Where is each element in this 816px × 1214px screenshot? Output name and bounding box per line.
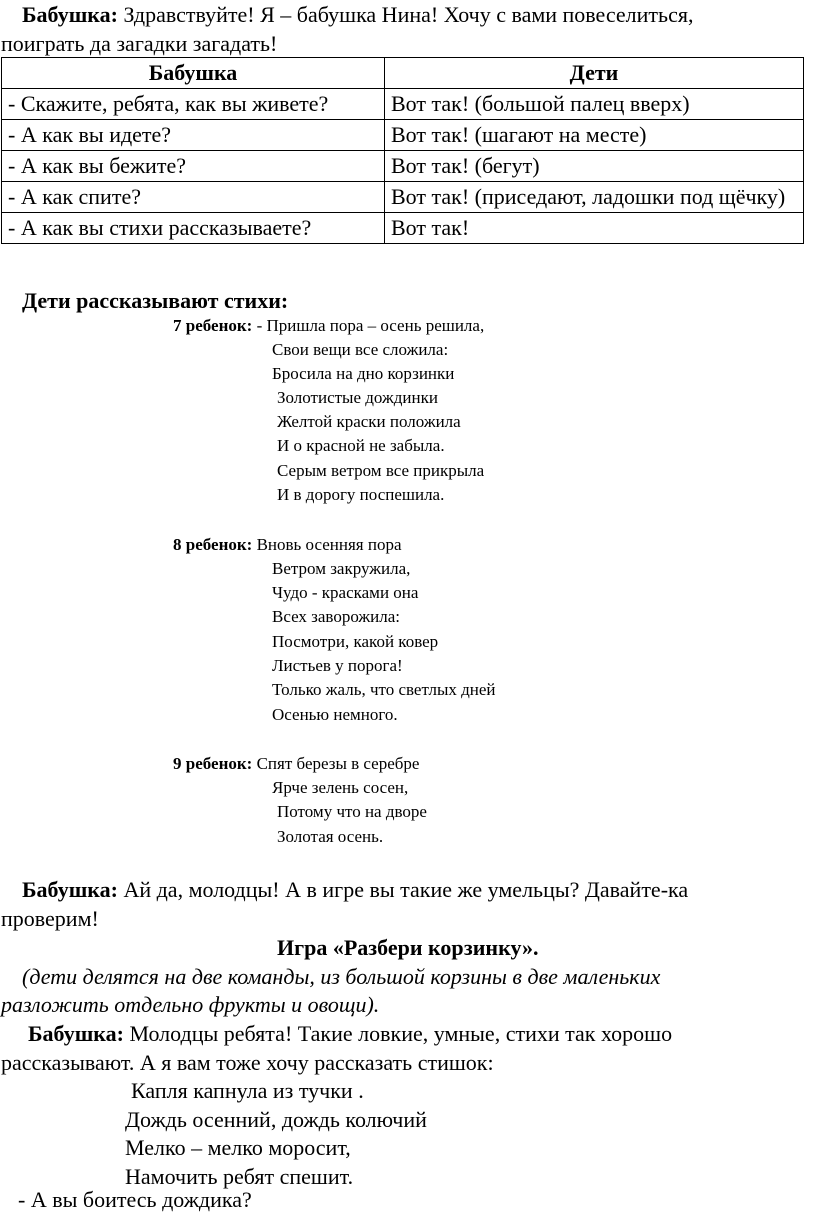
poem-line: Золотая осень. bbox=[277, 827, 384, 846]
children-reply: Вот так! (бегут) bbox=[385, 151, 804, 182]
table-row bbox=[2, 151, 804, 182]
poem-line: Только жаль, что светлых дней bbox=[272, 680, 496, 699]
poem-line: Желтой краски положила bbox=[277, 412, 461, 431]
rain-poem-line: Капля капнула из тучки . bbox=[131, 1078, 364, 1103]
poem-line: Ярче зелень сосен, bbox=[272, 778, 409, 797]
poem-line: Потому что на дворе bbox=[277, 802, 427, 821]
poem-line: И в дорогу поспешила. bbox=[277, 485, 445, 504]
poem-line: Спят березы в серебре bbox=[252, 754, 420, 773]
poem-line: Ветром закружила, bbox=[272, 559, 411, 578]
poem-line: Осенью немного. bbox=[272, 705, 398, 724]
poem-line: - Пришла пора – осень решила, bbox=[252, 316, 485, 335]
poem-line: И о красной не забыла. bbox=[277, 436, 445, 455]
intro-line-1 bbox=[22, 4, 693, 26]
poems-heading-text: Дети рассказывают стихи: bbox=[22, 288, 289, 313]
game-note-text: (дети делятся на две команды, из большой корзины в две маленьких bbox=[22, 964, 661, 989]
child-label: 9 ребенок: bbox=[173, 754, 253, 773]
grandma-speech-line-2: рассказывают. А я вам тоже хочу рассказать стишок: bbox=[1, 1050, 494, 1075]
table-row bbox=[2, 182, 804, 213]
child-label: 8 ребенок: bbox=[173, 535, 253, 554]
poem-line: Посмотри, какой ковер bbox=[272, 632, 439, 651]
game-note-line-2 bbox=[1, 994, 379, 1016]
poem-line: Золотистые дождинки bbox=[277, 388, 438, 407]
poem-line: Всех заворожила: bbox=[272, 607, 401, 626]
poem-line: Листьев у порога! bbox=[272, 656, 403, 675]
speech-text: Молодцы ребята! Такие ловкие, умные, стихи так хорошо bbox=[123, 1021, 673, 1046]
rain-poem-line: Намочить ребят спешит. bbox=[125, 1164, 354, 1189]
intro-line-2: поиграть да загадки загадать! bbox=[1, 31, 278, 56]
game-note-line-1 bbox=[22, 966, 660, 988]
grandma-line: - А как спите? bbox=[2, 182, 385, 213]
column-header-grandma: Бабушка bbox=[2, 58, 385, 89]
children-reply: Вот так! (шагают на месте) bbox=[385, 120, 804, 151]
poem8-first-line bbox=[173, 536, 402, 553]
speaker-label: Бабушка: bbox=[22, 877, 118, 902]
poem-line: Вновь осенняя пора bbox=[252, 535, 402, 554]
poems-heading bbox=[22, 290, 288, 312]
grandma-speech-line-1 bbox=[22, 879, 688, 901]
intro-text: Здравствуйте! Я – бабушка Нина! Хочу с вами повеселиться, bbox=[117, 2, 694, 27]
children-reply: Вот так! (большой палец вверх) bbox=[385, 89, 804, 120]
rain-poem-line: Дождь осенний, дождь колючий bbox=[125, 1107, 427, 1132]
children-reply: Вот так! (приседают, ладошки под щёчку) bbox=[385, 182, 804, 213]
column-header-children: Дети bbox=[385, 58, 804, 89]
grandma-line: - А как вы идете? bbox=[2, 120, 385, 151]
dialogue-table bbox=[1, 57, 804, 244]
grandma-speech-line-2: проверим! bbox=[1, 906, 99, 931]
speaker-label: Бабушка: bbox=[22, 2, 118, 27]
table-row bbox=[2, 89, 804, 120]
poem-line: Чудо - красками она bbox=[272, 583, 419, 602]
table-row bbox=[2, 213, 804, 244]
poem-line: Серым ветром все прикрыла bbox=[277, 461, 485, 480]
grandma-line: - А как вы бежите? bbox=[2, 151, 385, 182]
grandma-line: - А как вы стихи рассказываете? bbox=[2, 213, 385, 244]
grandma-line: - Скажите, ребята, как вы живете? bbox=[2, 89, 385, 120]
grandma-speech-line-1 bbox=[28, 1023, 672, 1045]
table-header-row bbox=[2, 58, 804, 89]
game-title bbox=[277, 937, 539, 959]
poem7-first-line bbox=[173, 317, 484, 334]
child-label: 7 ребенок: bbox=[173, 316, 253, 335]
game-title-text: Игра «Разбери корзинку». bbox=[277, 935, 539, 960]
closing-question: - А вы боитесь дождика? bbox=[18, 1187, 252, 1212]
poem9-first-line bbox=[173, 755, 419, 772]
poem-line: Бросила на дно корзинки bbox=[272, 364, 455, 383]
speech-text: Ай да, молодцы! А в игре вы такие же умельцы? Давайте-ка bbox=[117, 877, 689, 902]
poem-line: Свои вещи все сложила: bbox=[272, 340, 449, 359]
game-note-text: разложить отдельно фрукты и овощи). bbox=[1, 992, 380, 1017]
table-row bbox=[2, 120, 804, 151]
children-reply: Вот так! bbox=[385, 213, 804, 244]
speaker-label: Бабушка: bbox=[28, 1021, 124, 1046]
rain-poem-line: Мелко – мелко моросит, bbox=[125, 1135, 351, 1160]
